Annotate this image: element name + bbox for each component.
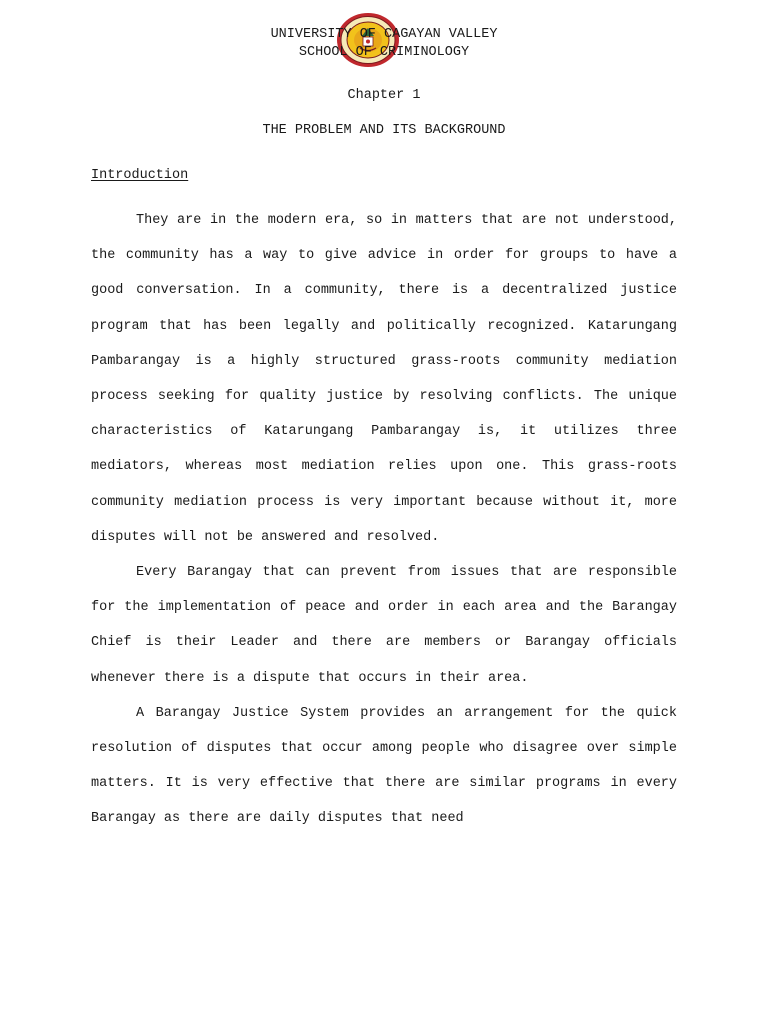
school-name: SCHOOL OF CRIMINOLOGY [298, 45, 470, 60]
university-name: UNIVERSITY OF CAGAYAN VALLEY [270, 27, 498, 42]
body-text [91, 203, 677, 837]
paragraph: A Barangay Justice System provides an arrangement for the quick resolution of disputes that occur among people who disagree over simple matters. It is very effective that there are similar programs in every Barangay as there are daily disputes that need [91, 705, 677, 827]
paragraph: Every Barangay that can prevent from issues that are responsible for the implementation of peace and order in each area and the Barangay Chief is their Leader and there are members or Barangay officials whenever there is a dispute that occurs in their area. [91, 565, 677, 686]
paragraph: They are in the modern era, so in matters that are not understood, the community has a way to give advice in order for groups to have a good conversation. In a community, there is a decentralized justice program that has been legally and politically recognized. Katarungang Pambarangay is a highly structured grass-roots community mediation process seeking for quality justice by resolving conflicts. The unique characteristics of Katarungang Pambarangay is, it utilizes three mediators, whereas most mediation relies upon one. This grass-roots community mediation process is very important because without it, more disputes will not be answered and resolved. [91, 213, 677, 545]
section-heading: Introduction [91, 168, 189, 183]
chapter-number: Chapter 1 [347, 88, 421, 103]
chapter-title: THE PROBLEM AND ITS BACKGROUND [262, 123, 506, 138]
